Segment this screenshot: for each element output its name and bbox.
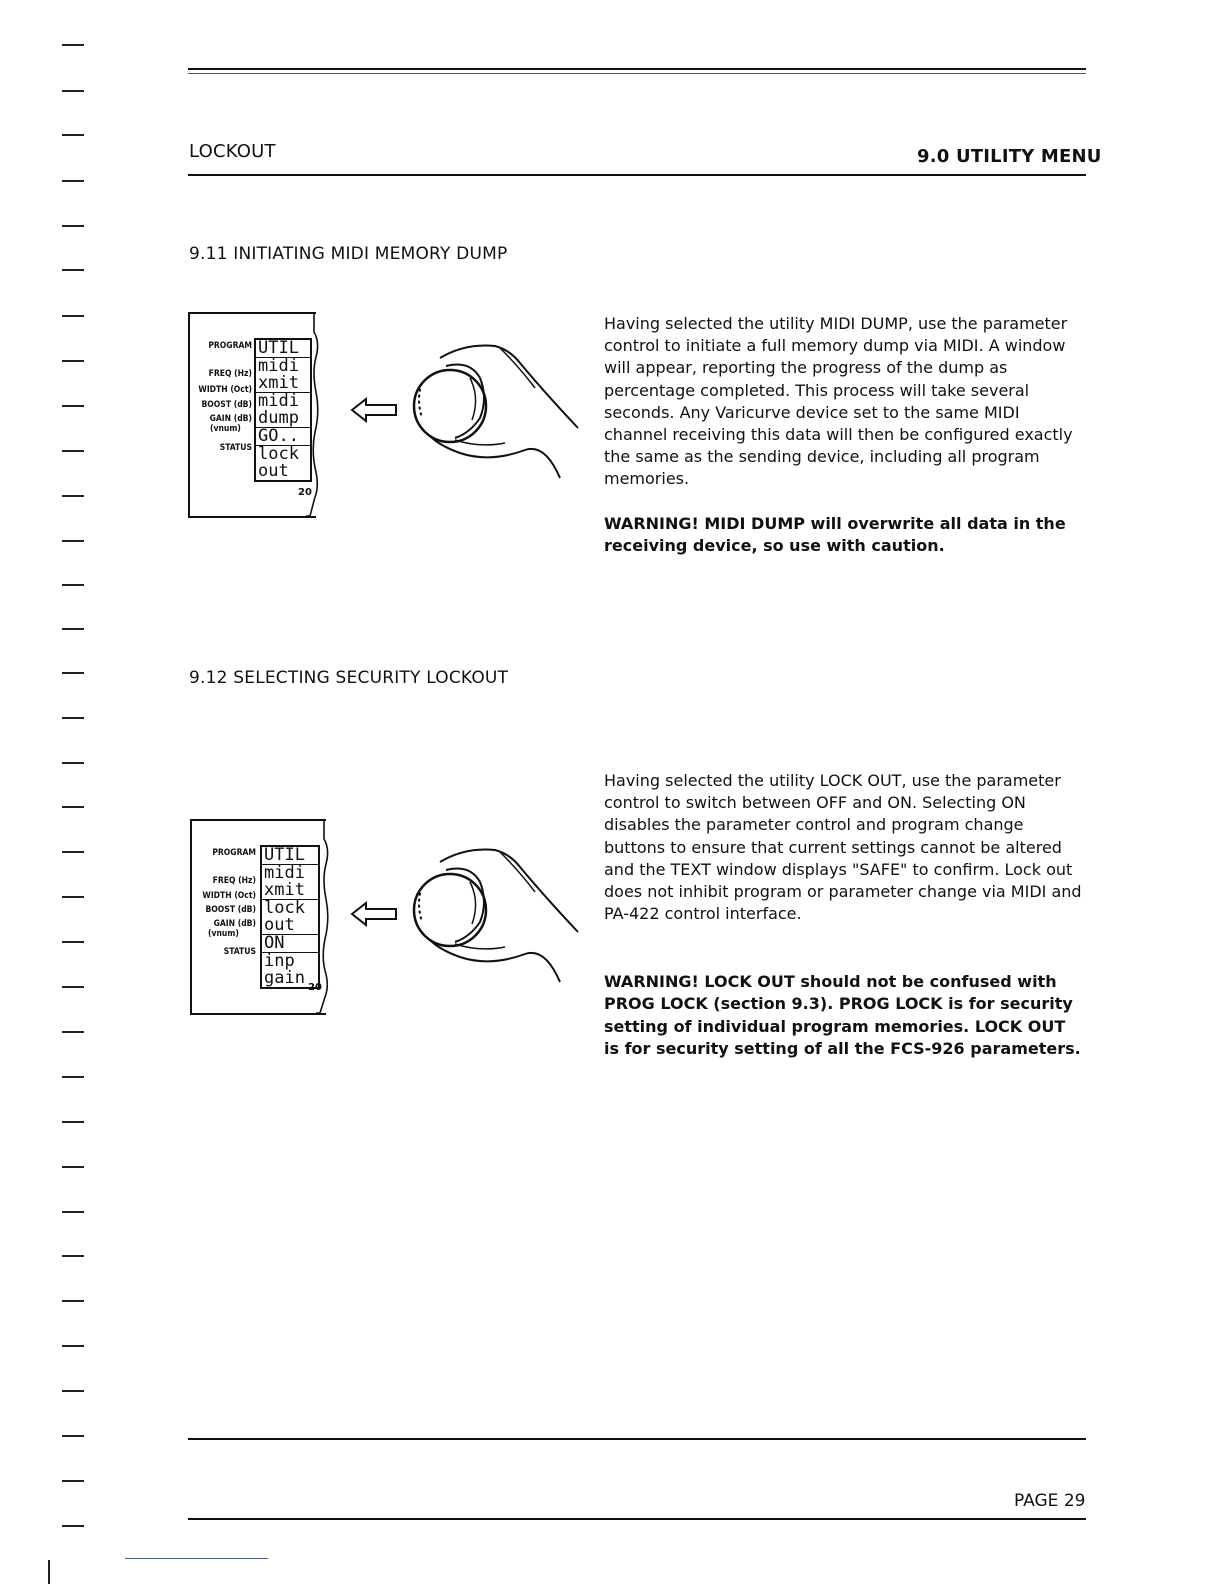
lcd-cell (262, 865, 318, 900)
section-heading: 9.12 SELECTING SECURITY LOCKOUT (189, 668, 509, 688)
lcd-text: midi (258, 393, 299, 411)
header-rule (188, 174, 1086, 176)
hand-knob-icon (410, 338, 580, 488)
header-left: LOCKOUT (189, 141, 276, 162)
lcd-text: dump (258, 408, 299, 428)
page-number: PAGE 29 (1014, 1491, 1086, 1511)
panel-label: WIDTH (Oct) (202, 890, 256, 901)
section-body: Having selected the utility MIDI DUMP, use the parameter control to initiate a full memory dump via MIDI. A window will appear, reporting the progress of the dump as percentage completed. This process will take several seconds. Any Varicurve device set to the same MIDI channel receiving this data will then be configured exactly the same as the sending device, including all program memories. (604, 314, 1073, 489)
section-body: Having selected the utility LOCK OUT, use the parameter control to switch between OFF and ON. Selecting ON disables the parameter control and program change buttons to ensure that current settings cannot be altered and the TEXT window displays "SAFE" to confirm. Lock out does not inhibit program or parameter change via MIDI and PA-422 control interface. (604, 771, 1082, 924)
scan-mark (125, 1558, 268, 1559)
lcd-cell (256, 428, 310, 446)
arrow-left-icon (350, 397, 400, 423)
lcd-text: ON (264, 935, 285, 953)
panel-number: 20 (298, 487, 312, 498)
lcd-cell (256, 340, 310, 358)
lcd-cell (256, 446, 310, 480)
scan-mark (48, 1560, 50, 1584)
panel-label: BOOST (dB) (201, 400, 252, 411)
section-heading: 9.11 INITIATING MIDI MEMORY DUMP (189, 244, 508, 264)
top-rule (188, 68, 1086, 70)
lcd-text: out (258, 461, 289, 480)
panel-label-list (194, 849, 256, 957)
panel-label: STATUS (219, 443, 252, 454)
panel-label: GAIN (dB) (209, 414, 252, 425)
lcd-text: midi (264, 865, 305, 883)
panel-label: WIDTH (Oct) (198, 384, 252, 395)
arrow-left-icon (350, 901, 400, 927)
lcd-text: xmit (258, 373, 299, 393)
lcd-cell (262, 900, 318, 935)
lcd-text: inp (264, 953, 295, 971)
warning-text: WARNING! LOCK OUT should not be confused with PROG LOCK (section 9.3). PROG LOCK is for security setting of individual program memories. LOCK OUT is for security setting of all the FCS-926 parameters. (604, 972, 1081, 1058)
lcd-cell (256, 358, 310, 393)
device-panel (190, 819, 330, 1015)
lcd-cell (262, 847, 318, 865)
device-panel (188, 312, 320, 518)
panel-label: FREQ (Hz) (208, 369, 252, 380)
panel-label: BOOST (dB) (205, 905, 256, 916)
lcd-cell (262, 935, 318, 953)
top-rule-thin (188, 73, 1086, 74)
panel-label: GAIN (dB) (213, 919, 256, 930)
panel-label: (vnum) (210, 423, 241, 434)
lcd-text: UTIL (258, 340, 299, 358)
lcd-cell (256, 393, 310, 428)
hand-knob-icon (410, 840, 580, 990)
panel-label: STATUS (223, 947, 256, 958)
panel-label-list (192, 342, 252, 453)
lcd-text: midi (258, 358, 299, 376)
warning-text: WARNING! MIDI DUMP will overwrite all data in the receiving device, so use with caution. (604, 514, 1066, 556)
footer-rule (188, 1438, 1086, 1440)
panel-label: (vnum) (208, 928, 239, 939)
lcd-text: lock (264, 900, 305, 918)
lcd-display (260, 845, 320, 989)
lcd-text: UTIL (264, 847, 305, 865)
lcd-text: xmit (264, 880, 305, 900)
panel-label: PROGRAM (208, 341, 252, 351)
header-right: 9.0 UTILITY MENU (917, 146, 1102, 167)
footer-rule-bottom (188, 1518, 1086, 1520)
lcd-text: lock (258, 446, 299, 464)
lcd-text: gain (264, 968, 305, 987)
lcd-display (254, 338, 312, 482)
panel-number: 20 (308, 982, 322, 993)
panel-label: FREQ (Hz) (212, 876, 256, 887)
lcd-text: GO.. (258, 428, 299, 446)
lcd-text: out (264, 915, 295, 935)
panel-label: PROGRAM (212, 848, 256, 858)
